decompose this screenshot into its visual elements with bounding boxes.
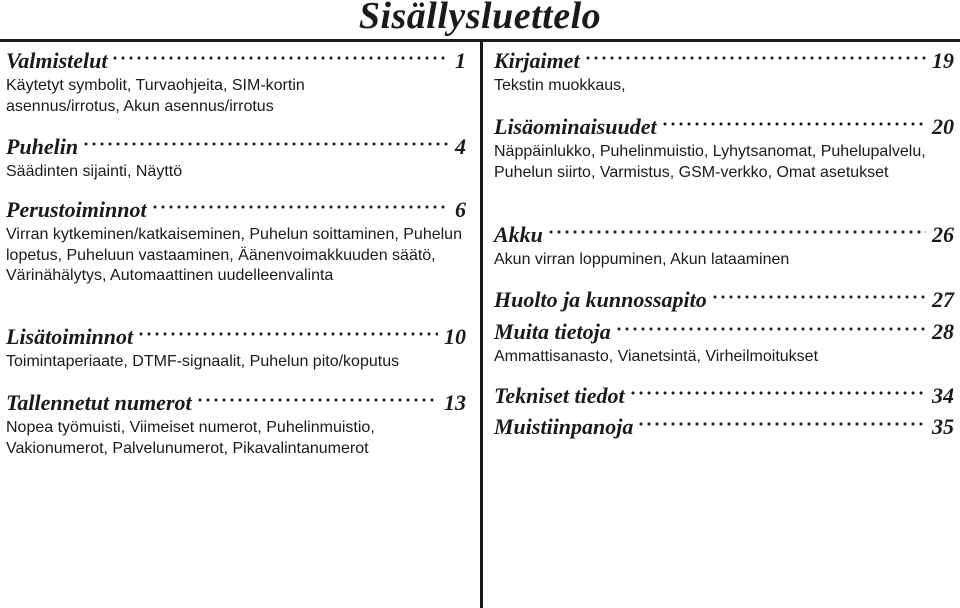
toc-entry-kirjaimet[interactable] bbox=[494, 48, 954, 97]
toc-description: Näppäinlukko, Puhelinmuistio, Lyhytsanomat, Puhelupalvelu, Puhelun siirto, Varmistus, GSM-verkko, Omat asetukset bbox=[494, 143, 926, 181]
dot-leader bbox=[82, 134, 449, 160]
toc-heading-label[interactable]: Valmistelut bbox=[6, 48, 108, 73]
toc-page-number[interactable]: 10 bbox=[444, 324, 466, 349]
toc-description: Tekstin muokkaus, bbox=[494, 77, 626, 94]
toc-heading-label[interactable]: Puhelin bbox=[6, 134, 79, 159]
toc-description: Akun virran loppuminen, Akun lataaminen bbox=[494, 251, 790, 268]
toc-heading[interactable] bbox=[494, 414, 954, 440]
toc-entry-lisaominaisuudet[interactable] bbox=[494, 114, 954, 183]
toc-heading[interactable] bbox=[494, 222, 954, 248]
toc-heading[interactable] bbox=[494, 383, 954, 409]
toc-page-number[interactable]: 1 bbox=[455, 48, 466, 73]
toc-page-number[interactable]: 28 bbox=[932, 319, 954, 344]
toc-entry-valmistelut[interactable] bbox=[6, 48, 466, 117]
toc-entry-puhelin[interactable] bbox=[6, 134, 466, 183]
toc-description: Käytetyt symbolit, Turvaohjeita, SIM-kortin asennus/irrotus, Akun asennus/irrotus bbox=[6, 77, 305, 115]
toc-entry-akku[interactable] bbox=[494, 222, 954, 271]
dot-leader bbox=[547, 222, 926, 248]
toc-heading-label[interactable]: Akku bbox=[494, 222, 543, 247]
toc-entry-lisatoiminnot[interactable] bbox=[6, 324, 466, 373]
toc-heading-label[interactable]: Lisäominaisuudet bbox=[494, 114, 657, 139]
toc-heading-label[interactable]: Tekniset tiedot bbox=[494, 383, 625, 408]
toc-heading-label[interactable]: Tallennetut numerot bbox=[6, 390, 192, 415]
toc-page-number[interactable]: 6 bbox=[455, 197, 466, 222]
toc-heading-label[interactable]: Muita tietoja bbox=[494, 319, 611, 344]
toc-page-number[interactable]: 19 bbox=[932, 48, 954, 73]
toc-page-number[interactable]: 4 bbox=[455, 134, 466, 159]
toc-heading[interactable] bbox=[6, 324, 466, 350]
toc-entry-muistiinpanoja[interactable] bbox=[494, 414, 954, 440]
toc-page-number[interactable]: 35 bbox=[932, 414, 954, 439]
toc-heading[interactable] bbox=[6, 134, 466, 160]
toc-description: Säädinten sijainti, Näyttö bbox=[6, 163, 183, 180]
toc-heading[interactable] bbox=[6, 197, 466, 223]
toc-page-number[interactable]: 26 bbox=[932, 222, 954, 247]
dot-leader bbox=[615, 319, 926, 345]
dot-leader bbox=[629, 383, 926, 409]
toc-heading[interactable] bbox=[6, 48, 466, 74]
dot-leader bbox=[196, 390, 438, 416]
toc-description: Toimintaperiaate, DTMF-signaalit, Puhelun pito/koputus bbox=[6, 353, 400, 370]
toc-description: Ammattisanasto, Vianetsintä, Virheilmoitukset bbox=[494, 348, 819, 365]
toc-heading-label[interactable]: Huolto ja kunnossapito bbox=[494, 287, 707, 312]
dot-leader bbox=[137, 324, 438, 350]
toc-heading[interactable] bbox=[494, 48, 954, 74]
column-divider bbox=[480, 40, 483, 608]
page-title: Sisällysluettelo bbox=[358, 0, 602, 37]
toc-entry-muita-tietoja[interactable] bbox=[494, 319, 954, 368]
toc-description: Virran kytkeminen/katkaiseminen, Puhelun soittaminen, Puhelun lopetus, Puheluun vastaaminen, Äänenvoimakkuuden säätö, Värinähälytys, Automaattinen uudelleenvalinta bbox=[6, 226, 462, 284]
toc-page-number[interactable]: 13 bbox=[444, 390, 466, 415]
toc-heading[interactable] bbox=[494, 287, 954, 313]
toc-entry-huolto-ja-kunnossapito[interactable] bbox=[494, 287, 954, 313]
toc-page-number[interactable]: 20 bbox=[932, 114, 954, 139]
dot-leader bbox=[711, 287, 926, 313]
dot-leader bbox=[584, 48, 926, 74]
toc-heading-label[interactable]: Muistiinpanoja bbox=[494, 414, 634, 439]
toc-heading-label[interactable]: Kirjaimet bbox=[494, 48, 580, 73]
toc-entry-tekniset-tiedot[interactable] bbox=[494, 383, 954, 409]
toc-entry-tallennetut-numerot[interactable] bbox=[6, 390, 466, 459]
toc-page-number[interactable]: 27 bbox=[932, 287, 954, 312]
dot-leader bbox=[151, 197, 449, 223]
toc-heading-label[interactable]: Lisätoiminnot bbox=[6, 324, 134, 349]
dot-leader bbox=[111, 48, 449, 74]
toc-entry-perustoiminnot[interactable] bbox=[6, 197, 466, 287]
toc-heading[interactable] bbox=[494, 319, 954, 345]
toc-description: Nopea työmuisti, Viimeiset numerot, Puhelinmuistio, Vakionumerot, Palvelunumerot, Pikavalintanumerot bbox=[6, 419, 375, 457]
toc-page-number[interactable]: 34 bbox=[932, 383, 954, 408]
toc-heading[interactable] bbox=[494, 114, 954, 140]
dot-leader bbox=[637, 414, 926, 440]
dot-leader bbox=[661, 114, 926, 140]
toc-heading-label[interactable]: Perustoiminnot bbox=[6, 197, 147, 222]
toc-heading[interactable] bbox=[6, 390, 466, 416]
